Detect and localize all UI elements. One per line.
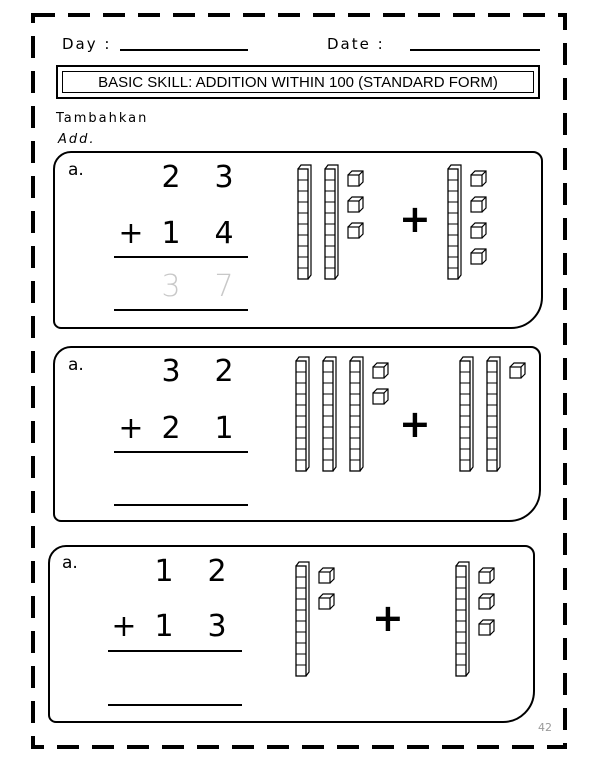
top-tens-digit: 2: [161, 160, 181, 195]
unit-cube: [319, 594, 334, 609]
blocks-plus-sign: +: [399, 402, 431, 446]
bottom-ones-digit: 1: [214, 411, 234, 446]
bottom-tens-digit: 1: [154, 609, 174, 644]
top-tens-digit: 1: [154, 554, 174, 589]
plus-operator: +: [118, 411, 144, 446]
answer-line: [114, 309, 248, 311]
base-ten-blocks-second-1: [440, 163, 520, 288]
ten-rod: [296, 357, 309, 471]
unit-cube: [479, 594, 494, 609]
plus-operator: +: [111, 609, 137, 644]
ten-rod: [298, 165, 311, 279]
answer-line[interactable]: [108, 704, 242, 706]
answer-line[interactable]: [114, 504, 248, 506]
sum-line: [108, 650, 242, 652]
ten-rod: [296, 562, 309, 676]
blocks-plus-sign: +: [399, 197, 431, 241]
unit-cube: [348, 171, 363, 186]
sum-line: [114, 256, 248, 258]
top-ones-digit: 2: [214, 354, 234, 389]
ten-rod: [448, 165, 461, 279]
bottom-tens-digit: 2: [161, 411, 181, 446]
unit-cube: [348, 197, 363, 212]
ten-rod: [325, 165, 338, 279]
plus-operator: +: [118, 216, 144, 251]
instruction-english: Add.: [58, 132, 96, 147]
date-label: Date :: [327, 35, 385, 53]
bottom-ones-digit: 3: [207, 609, 227, 644]
bottom-ones-digit: 4: [214, 216, 234, 251]
unit-cube: [479, 568, 494, 583]
date-field-line[interactable]: [410, 49, 540, 51]
unit-cube: [471, 171, 486, 186]
unit-cube: [319, 568, 334, 583]
unit-cube: [373, 363, 388, 378]
day-label: Day :: [62, 35, 112, 53]
title-box: [56, 65, 540, 99]
unit-cube: [471, 197, 486, 212]
ten-rod: [456, 562, 469, 676]
ten-rod: [350, 357, 363, 471]
answer-ones-digit[interactable]: 7: [214, 269, 234, 304]
problem-label: a.: [62, 553, 78, 573]
base-ten-blocks-first-3: [288, 560, 348, 685]
sum-line: [114, 451, 248, 453]
problem-label: a.: [68, 160, 84, 180]
unit-cube: [373, 389, 388, 404]
bottom-tens-digit: 1: [161, 216, 181, 251]
top-tens-digit: 3: [161, 354, 181, 389]
ten-rod: [487, 357, 500, 471]
top-ones-digit: 3: [214, 160, 234, 195]
blocks-plus-sign: +: [372, 596, 404, 640]
base-ten-blocks-first-2: [288, 355, 398, 480]
problem-label: a.: [68, 355, 84, 375]
ten-rod: [460, 357, 473, 471]
base-ten-blocks-second-3: [448, 560, 508, 685]
answer-tens-digit[interactable]: 3: [161, 269, 181, 304]
unit-cube: [479, 620, 494, 635]
instruction-malay: Tambahkan: [56, 111, 149, 126]
base-ten-blocks-first-1: [290, 163, 390, 288]
unit-cube: [510, 363, 525, 378]
unit-cube: [471, 223, 486, 238]
unit-cube: [471, 249, 486, 264]
top-ones-digit: 2: [207, 554, 227, 589]
base-ten-blocks-second-2: [452, 355, 542, 480]
page-title: BASIC SKILL: ADDITION WITHIN 100 (STANDARD FORM): [62, 71, 534, 93]
ten-rod: [323, 357, 336, 471]
day-field-line[interactable]: [120, 49, 248, 51]
unit-cube: [348, 223, 363, 238]
page-number: 42: [538, 721, 552, 734]
